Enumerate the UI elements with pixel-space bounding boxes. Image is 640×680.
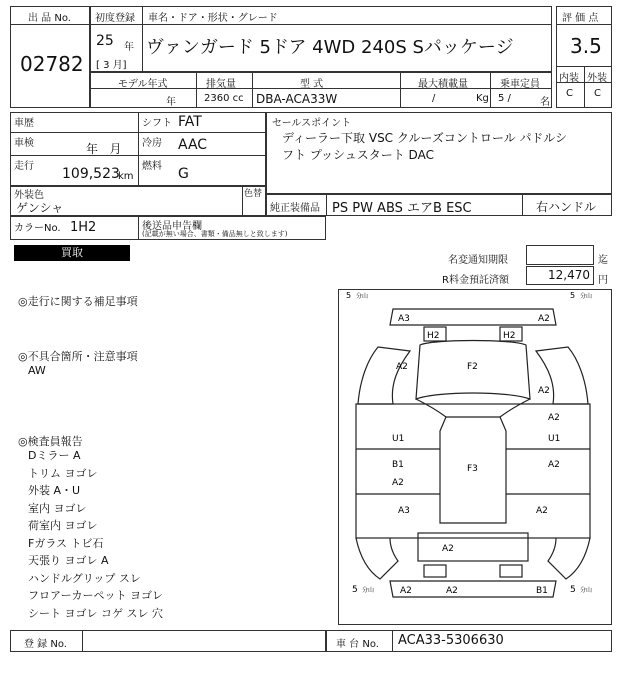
inspector-note: シート ヨゴレ コゲ スレ 穴 [28,606,163,620]
max-load-unit: Kg [476,93,489,104]
tire-front-left: 5 [346,291,352,300]
exterior-label: 外装 [587,73,607,84]
car-name-label: 車名・ドア・形状・グレード [148,13,278,24]
handle-value: 右ハンドル [536,200,597,214]
buy-banner: 買取 [14,245,130,261]
score-label: 評 価 点 [562,13,599,24]
inspector-note: ハンドルグリップ スレ [28,571,141,585]
shaken-label: 車検 [14,138,34,149]
max-load-value: / [432,93,436,104]
inspector-note: トリム ヨゴレ [28,466,98,480]
code-rear-bumper-left: A2 [400,586,412,596]
code-front-bumper-left: A3 [398,314,410,324]
shift-value: FAT [178,114,202,130]
tire-rear-right: 5 [570,585,576,595]
recycle-label: R料金預託済額 [442,275,509,286]
code-door-rear-left-2: A2 [392,478,404,488]
aircon-value: AAC [178,137,208,153]
recycle-amount: 12,470 [548,268,590,282]
after-note: (記載が無い場合、書類・備品無しと致します) [142,230,288,238]
code-rear-bumper-right: B1 [536,586,548,596]
chassis-label: 車 台 No. [336,639,379,650]
defect-value: AW [28,364,46,377]
capacity-unit: 名 [540,97,550,108]
name-notice-unit: 迄 [598,255,608,266]
shift-label: シフト [142,118,172,129]
max-load-label: 最大積載量 [418,79,468,90]
model-year-unit: 年 [166,97,176,108]
code-door-front-left: U1 [392,434,405,444]
code-fender-right: A2 [538,386,550,396]
exterior-grade: C [594,88,601,99]
equipment-label: 純正装備品 [270,203,320,214]
first-reg-label: 初度登録 [95,13,135,24]
inspector-notes [28,447,163,622]
code-quarter-right: A2 [536,506,548,516]
lot-number: 02782 [20,52,84,76]
equipment-value: PS PW ABS エアB ESC [332,201,472,216]
interior-grade: C [566,88,573,99]
model-year-label: モデル年式 [118,79,168,90]
code-hood: F2 [467,362,478,372]
color-no-value: 1H2 [70,220,97,235]
capacity-label: 乗車定員 [500,79,540,90]
fuel-value: G [178,166,189,182]
tire-front-right-unit: 分山 [580,293,593,300]
reg-no-label: 登 録 No. [24,639,67,650]
color-no-label: カラーNo. [14,223,61,234]
history-label: 車歴 [14,118,34,129]
inspector-note: 外装 A・U [28,484,81,497]
after-label: 後送品申告欄 [142,221,202,232]
sales-point-text: ディーラー下取 VSC クルーズコントロール パドルシフト プッシュスタート DAC [282,131,567,162]
color-change-label: 色替 [244,189,263,199]
tire-rear-left-unit: 分山 [362,587,375,594]
code-headlight-left: H2 [427,331,440,341]
name-notice-label: 名変通知期限 [448,255,508,266]
model-value: DBA-ACA33W [256,92,338,106]
inspector-note: 室内 ヨゴレ [28,501,87,515]
first-reg-year-unit: 年 [124,42,134,53]
code-back-door: A2 [442,544,454,554]
inspector-note: 天張り ヨゴレ A [28,554,109,567]
model-label: 型 式 [300,79,324,90]
inspector-label: ◎検査員報告 [18,435,83,448]
fuel-label: 燃料 [142,161,162,172]
inspector-note: 荷室内 ヨゴレ [28,519,98,532]
tire-front-right: 5 [570,291,576,300]
first-reg-month: [ 3 月] [96,60,127,71]
recycle-unit: 円 [598,275,608,286]
code-door-front-right: U1 [548,434,561,444]
aircon-label: 冷房 [142,138,162,149]
capacity-value: 5 / [498,93,511,104]
mileage-value: 109,523 [62,166,120,182]
driving-label: ◎走行に関する補足事項 [18,295,138,308]
first-reg-year: 25 [96,33,114,49]
ext-color-label: 外装色 [14,190,44,201]
tire-rear-left: 5 [352,585,358,595]
sales-point-label: セールスポイント [272,118,352,129]
defect-label: ◎不具合箇所・注意事項 [18,350,138,363]
displacement-value: 2360 cc [204,93,244,104]
mileage-unit: km [118,171,134,182]
code-door-rear-right: A2 [548,460,560,470]
mileage-label: 走行 [14,161,34,172]
chassis-no: ACA33-5306630 [398,633,504,648]
inspector-note: Fガラス トビ石 [28,536,104,550]
ext-color-value: ゲンシャ [16,201,64,215]
car-diagram [338,289,612,625]
code-front-bumper-right: A2 [538,314,550,324]
code-fender-left: A2 [396,362,408,372]
displacement-label: 排気量 [206,79,236,90]
tire-rear-right-unit: 分山 [580,587,593,594]
code-door-rear-left-1: B1 [392,460,404,470]
lot-label: 出 品 No. [28,13,71,24]
code-roof: F3 [467,464,478,474]
inspector-note: Dミラー A [28,449,81,462]
tire-front-left-unit: 分山 [356,293,369,300]
score-value: 3.5 [570,34,602,58]
code-rear-bumper-center: A2 [446,586,458,596]
shaken-value: 年 月 [86,142,122,156]
code-pillar-right: A2 [548,413,560,423]
code-quarter-left: A3 [398,506,410,516]
inspector-note: フロアーカーペット ヨゴレ [28,589,163,602]
code-headlight-right: H2 [503,331,516,341]
car-name: ヴァンガード 5ドア 4WD 240S Sパッケージ [146,37,514,58]
name-notice-box [526,245,594,265]
interior-label: 内装 [559,73,579,84]
